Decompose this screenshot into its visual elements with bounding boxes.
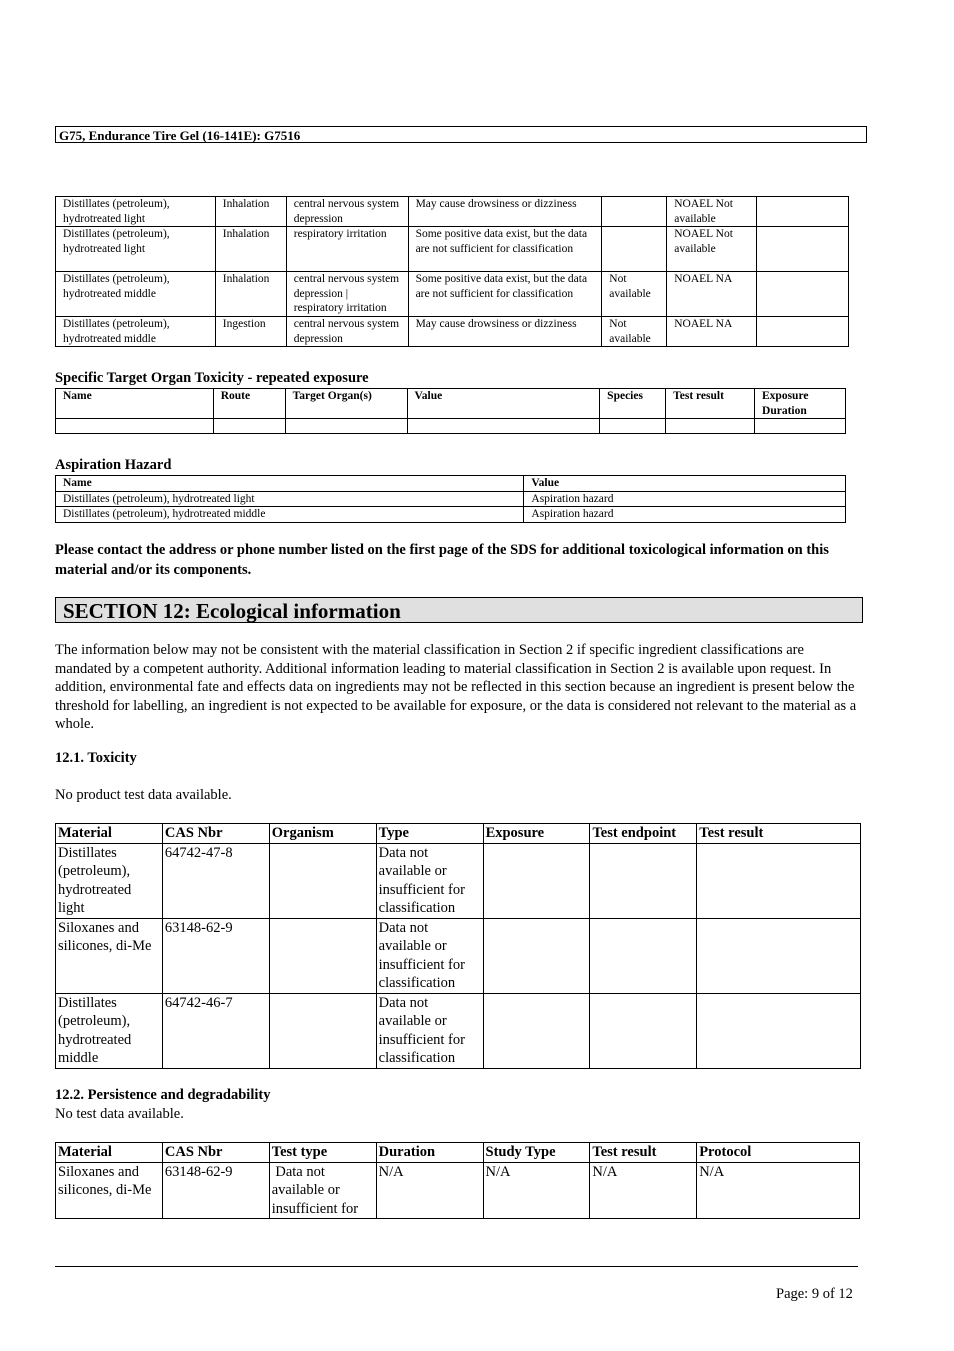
- persistence-note: No test data available.: [55, 1106, 184, 1122]
- table-row: Distillates (petroleum), hydrotreated middle 64742-46-7 Data not available or insufficient for classification: [56, 993, 861, 1068]
- col-header: Value: [407, 389, 600, 419]
- table-row: Distillates (petroleum), hydrotreated middle Ingestion central nervous system depression May cause drowsiness or dizziness Not available NOAEL NA: [56, 317, 849, 347]
- table-row: Distillates (petroleum), hydrotreated light 64742-47-8 Data not available or insufficient for classification: [56, 843, 861, 918]
- table-row: Distillates (petroleum), hydrotreated light Inhalation central nervous system depression May cause drowsiness or dizziness NOAEL Not available: [56, 197, 849, 227]
- aspiration-table: [55, 475, 846, 523]
- persistence-heading: 12.2. Persistence and degradability: [55, 1087, 271, 1103]
- col-header: Target Organ(s): [285, 389, 407, 419]
- col-header: Material: [56, 1143, 163, 1163]
- section-12-title: SECTION 12: Ecological information: [55, 597, 863, 623]
- table-row: Distillates (petroleum), hydrotreated middle Inhalation central nervous system depression | respiratory irritation Some positive data exist, but the data are not sufficient for classification Not available NOAEL NA: [56, 272, 849, 317]
- col-header: Duration: [376, 1143, 483, 1163]
- table-row: [56, 419, 846, 434]
- col-header: CAS Nbr: [162, 824, 269, 844]
- single-exposure-table: [55, 196, 849, 347]
- section-12-intro: The information below may not be consistent with the material classification in Section 2 if specific ingredient classifications are mandated by a competent authority. Additional information leading to material classification in Section 2 is available upon request. In addition, environmental fate and effects data on ingredients may not be reflected in this section because an ingredient is present below the threshold for labelling, an ingredient is not expected to be available for exposure, or the data is considered not relevant to the material as a whole.: [55, 642, 857, 732]
- col-header: Organism: [269, 824, 376, 844]
- col-header: Exposure Duration: [755, 389, 846, 419]
- repeated-exposure-table: [55, 388, 846, 434]
- page-number: Page: 9 of 12: [776, 1286, 853, 1302]
- col-header: Material: [56, 824, 163, 844]
- col-header: Name: [56, 389, 214, 419]
- col-header: Species: [600, 389, 666, 419]
- table-row: Siloxanes and silicones, di-Me 63148-62-9 Data not available or insufficient for classification: [56, 918, 861, 993]
- col-header: Route: [213, 389, 285, 419]
- col-header: Study Type: [483, 1143, 590, 1163]
- col-header: CAS Nbr: [162, 1143, 269, 1163]
- footer-divider: [55, 1266, 858, 1267]
- table-row: Distillates (petroleum), hydrotreated light Aspiration hazard: [56, 491, 846, 507]
- toxicity-heading: 12.1. Toxicity: [55, 750, 137, 766]
- col-header: Type: [376, 824, 483, 844]
- table-row: Siloxanes and silicones, di-Me 63148-62-9 Data not available or insufficient for N/A N/A N/A N/A: [56, 1162, 860, 1219]
- table-row: Distillates (petroleum), hydrotreated middle Aspiration hazard: [56, 507, 846, 523]
- col-header: Test result: [666, 389, 755, 419]
- repeated-exposure-heading: Specific Target Organ Toxicity - repeated exposure: [55, 370, 369, 386]
- toxicity-table: [55, 823, 861, 1069]
- col-header: Exposure: [483, 824, 590, 844]
- product-title: G75, Endurance Tire Gel (16-141E): G7516: [59, 128, 301, 143]
- toxicity-note: No product test data available.: [55, 787, 232, 803]
- col-header: Protocol: [697, 1143, 860, 1163]
- col-header: Test result: [590, 1143, 697, 1163]
- contact-note: Please contact the address or phone number listed on the first page of the SDS for additional toxicological information on this material and/or its components.: [55, 542, 829, 578]
- col-header: Test result: [697, 824, 861, 844]
- product-title-bar: [55, 126, 867, 143]
- table-row: Distillates (petroleum), hydrotreated light Inhalation respiratory irritation Some positive data exist, but the data are not sufficient for classification NOAEL Not available: [56, 227, 849, 272]
- col-header: Value: [524, 476, 846, 492]
- col-header: Test endpoint: [590, 824, 697, 844]
- col-header: Test type: [269, 1143, 376, 1163]
- col-header: Name: [56, 476, 524, 492]
- aspiration-heading: Aspiration Hazard: [55, 457, 172, 473]
- persistence-table: [55, 1142, 860, 1219]
